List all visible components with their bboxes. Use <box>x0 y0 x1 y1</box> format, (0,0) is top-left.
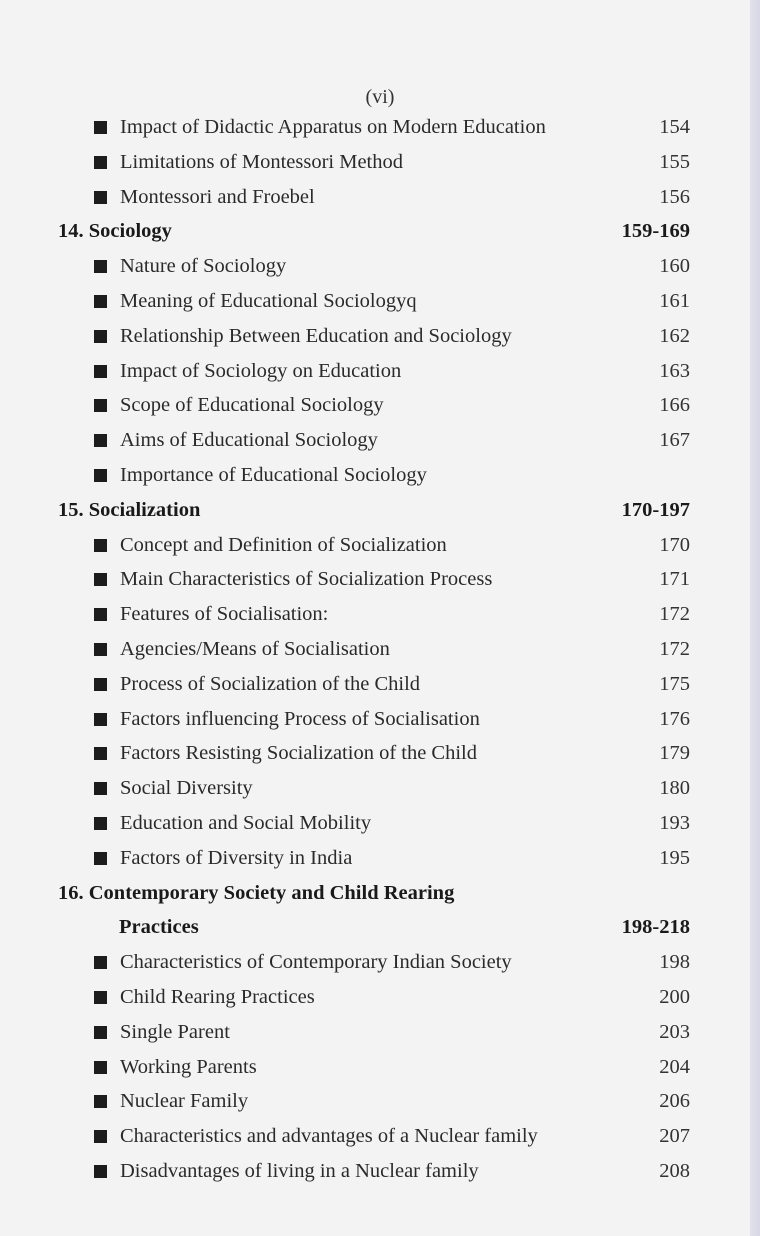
toc-entry-page: 198 <box>659 951 690 974</box>
toc-entry-title: Working Parents <box>120 1055 257 1078</box>
square-bullet-icon <box>94 295 107 308</box>
toc-entry-title: Agencies/Means of Socialisation <box>120 637 390 660</box>
toc-entry <box>0 702 760 737</box>
toc-entry-title: Single Parent <box>120 1020 230 1043</box>
toc-entry <box>0 388 760 423</box>
toc-entry <box>0 562 760 597</box>
square-bullet-icon <box>94 121 107 134</box>
toc-entry-title: Main Characteristics of Socialization Process <box>120 568 493 591</box>
toc-chapter <box>0 214 760 249</box>
toc-entry-title: Scope of Educational Sociology <box>120 394 384 417</box>
toc-entry <box>0 1015 760 1050</box>
toc-entry <box>0 354 760 389</box>
page-number: (vi) <box>365 86 395 108</box>
toc-entry-title: Child Rearing Practices <box>120 985 315 1008</box>
toc-entry-page: 171 <box>659 568 690 591</box>
toc-entry <box>0 1084 760 1119</box>
toc-entry-title: Aims of Educational Sociology <box>120 429 378 452</box>
toc-entry-page: 159-169 <box>621 220 690 243</box>
toc-entry <box>0 632 760 667</box>
toc-entry <box>0 423 760 458</box>
square-bullet-icon <box>94 156 107 169</box>
toc-entry-page: 172 <box>659 603 690 626</box>
toc-entry-page: 170-197 <box>621 498 690 521</box>
toc-entry-page: 200 <box>659 985 690 1008</box>
toc-entry-page: 203 <box>659 1020 690 1043</box>
toc-entry <box>0 597 760 632</box>
square-bullet-icon <box>94 678 107 691</box>
toc-entry-title: Features of Socialisation: <box>120 603 329 626</box>
toc-entry-title: Disadvantages of living in a Nuclear family <box>120 1159 479 1182</box>
toc-entry-title: Impact of Didactic Apparatus on Modern Education <box>120 116 546 138</box>
toc-entry-title: Limitations of Montessori Method <box>120 150 403 173</box>
toc-entry <box>0 667 760 702</box>
toc-entry-page: 207 <box>659 1125 690 1148</box>
toc-entry-page: 167 <box>659 429 690 452</box>
square-bullet-icon <box>94 573 107 586</box>
toc-entry <box>0 980 760 1015</box>
toc-entry-title: Education and Social Mobility <box>120 811 372 834</box>
square-bullet-icon <box>94 539 107 552</box>
toc-entry <box>0 284 760 319</box>
toc-entry <box>0 319 760 354</box>
toc-entry-title: Factors Resisting Socialization of the Child <box>120 742 477 765</box>
toc-entry-title: 14. Sociology <box>58 220 172 243</box>
square-bullet-icon <box>94 713 107 726</box>
toc-entry <box>0 1050 760 1085</box>
toc-entry-title: 15. Socialization <box>58 498 201 521</box>
toc-entry-title: Concept and Definition of Socialization <box>120 533 447 556</box>
toc-entry-page: 163 <box>659 359 690 382</box>
toc-entry <box>0 528 760 563</box>
toc-entry-title: Meaning of Educational Sociologyq <box>120 289 417 312</box>
square-bullet-icon <box>94 365 107 378</box>
toc-entry-title: Practices <box>119 916 199 939</box>
toc-entry-page: 204 <box>659 1055 690 1078</box>
toc-entry-title: 16. Contemporary Society and Child Rearing <box>58 881 455 904</box>
square-bullet-icon <box>94 747 107 760</box>
toc-entry <box>0 110 760 145</box>
square-bullet-icon <box>94 782 107 795</box>
toc-entry-page: 176 <box>659 707 690 730</box>
toc-entry-page: 161 <box>659 289 690 312</box>
square-bullet-icon <box>94 1165 107 1178</box>
square-bullet-icon <box>94 1026 107 1039</box>
toc-entry-title: Montessori and Froebel <box>120 185 315 208</box>
square-bullet-icon <box>94 852 107 865</box>
toc-entry-page: 179 <box>659 742 690 765</box>
toc-entry-page: 160 <box>659 255 690 278</box>
table-of-contents <box>0 110 760 1189</box>
toc-entry-page: 172 <box>659 637 690 660</box>
toc-chapter <box>0 910 760 945</box>
square-bullet-icon <box>94 956 107 969</box>
square-bullet-icon <box>94 330 107 343</box>
toc-entry-page: 180 <box>659 777 690 800</box>
toc-entry-page: 208 <box>659 1159 690 1182</box>
toc-entry-page: 166 <box>659 394 690 417</box>
toc-entry-page: 170 <box>659 533 690 556</box>
toc-entry-title: Factors of Diversity in India <box>120 846 353 869</box>
toc-entry-title: Impact of Sociology on Education <box>120 359 402 382</box>
square-bullet-icon <box>94 469 107 482</box>
toc-entry <box>0 736 760 771</box>
toc-entry <box>0 1119 760 1154</box>
square-bullet-icon <box>94 817 107 830</box>
square-bullet-icon <box>94 434 107 447</box>
toc-entry-title: Characteristics of Contemporary Indian Society <box>120 951 512 974</box>
toc-entry <box>0 841 760 876</box>
toc-entry-page: 195 <box>659 846 690 869</box>
toc-entry <box>0 180 760 215</box>
square-bullet-icon <box>94 191 107 204</box>
square-bullet-icon <box>94 608 107 621</box>
toc-entry-page: 156 <box>659 185 690 208</box>
toc-entry-title: Characteristics and advantages of a Nuclear family <box>120 1125 538 1148</box>
toc-entry-page: 198-218 <box>621 916 690 939</box>
toc-entry <box>0 145 760 180</box>
toc-entry-title: Relationship Between Education and Sociology <box>120 324 512 347</box>
toc-entry-title: Importance of Educational Sociology <box>120 463 427 486</box>
toc-entry-page: 162 <box>659 324 690 347</box>
toc-entry-page: 154 <box>659 116 690 138</box>
toc-chapter <box>0 493 760 528</box>
square-bullet-icon <box>94 1061 107 1074</box>
square-bullet-icon <box>94 1095 107 1108</box>
toc-entry-title: Social Diversity <box>120 777 253 800</box>
square-bullet-icon <box>94 1130 107 1143</box>
toc-entry-page: 155 <box>659 150 690 173</box>
toc-entry <box>0 945 760 980</box>
square-bullet-icon <box>94 991 107 1004</box>
toc-entry <box>0 249 760 284</box>
toc-entry-title: Nature of Sociology <box>120 255 287 278</box>
toc-entry <box>0 806 760 841</box>
square-bullet-icon <box>94 260 107 273</box>
toc-chapter <box>0 876 760 911</box>
toc-entry-page: 193 <box>659 811 690 834</box>
toc-entry <box>0 1154 760 1189</box>
toc-entry-title: Process of Socialization of the Child <box>120 672 421 695</box>
square-bullet-icon <box>94 399 107 412</box>
toc-entry-page: 206 <box>659 1090 690 1113</box>
square-bullet-icon <box>94 643 107 656</box>
toc-entry-title: Nuclear Family <box>120 1090 249 1113</box>
toc-entry-page: 175 <box>659 672 690 695</box>
toc-entry-title: Factors influencing Process of Socialisation <box>120 707 480 730</box>
toc-entry <box>0 771 760 806</box>
toc-entry <box>0 458 760 493</box>
